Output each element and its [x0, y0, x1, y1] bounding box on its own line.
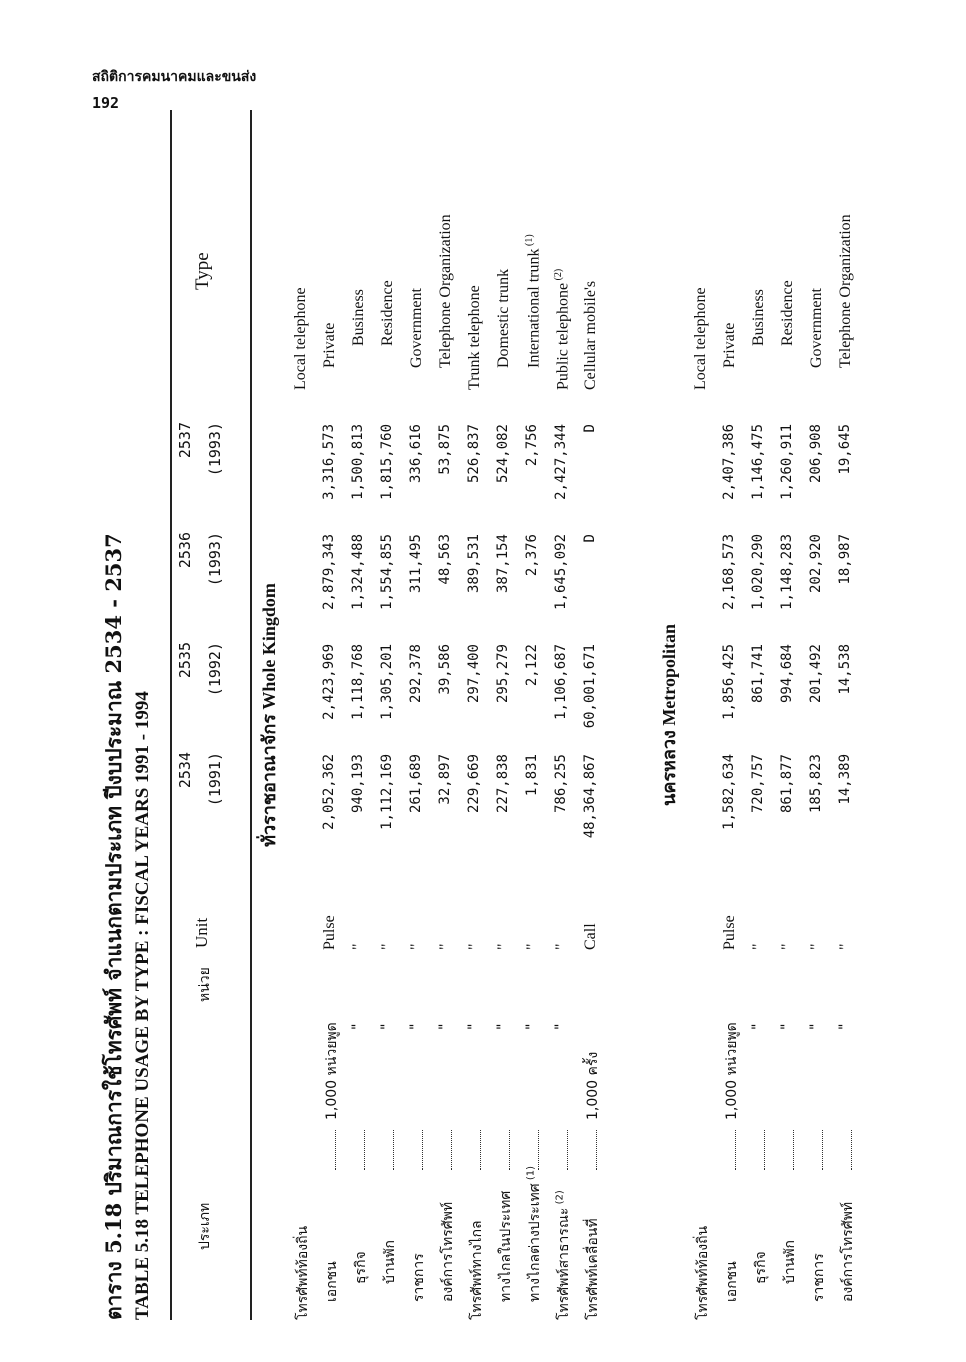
page-number: 192	[92, 94, 120, 112]
row-label-thai: ราชการ	[411, 1253, 427, 1302]
col-header-unit-thai: หน่วย	[197, 967, 213, 1002]
value-cell: 1,112,169	[379, 754, 395, 830]
value-cell: 295,279	[495, 644, 511, 704]
row-label-english: International trunk $^{(1)}$	[524, 234, 543, 368]
value-cell: D	[582, 534, 598, 543]
value-cell: 1,582,634	[721, 754, 737, 830]
value-cell: 201,492	[808, 644, 824, 704]
unit-thai: "	[837, 1023, 853, 1030]
row-label-english: Trunk telephone	[466, 285, 483, 390]
value-cell: 1,645,092	[553, 534, 569, 610]
value-cell: 720,757	[750, 754, 766, 814]
row-label-english: Business	[750, 289, 767, 346]
value-cell: 2,407,386	[721, 424, 737, 500]
leader-dots	[721, 1130, 736, 1170]
unit-thai: "	[553, 1023, 569, 1030]
col-header-1991: (1991)	[206, 752, 224, 807]
unit-thai: "	[524, 1023, 540, 1030]
leader-dots	[408, 1130, 423, 1170]
row-label-english: Telephone Organization	[837, 214, 854, 368]
leader-dots	[582, 1130, 597, 1170]
table-row	[462, 110, 490, 1320]
value-cell: 861,741	[750, 644, 766, 704]
unit-english: Pulse	[321, 915, 338, 950]
unit-thai: "	[808, 1023, 824, 1030]
leader-dots	[808, 1130, 823, 1170]
unit-thai: "	[437, 1023, 453, 1030]
row-label-thai: องค์การโทรศัพท์	[440, 1201, 456, 1302]
row-label-english: Residence	[779, 280, 796, 346]
table-row	[317, 110, 345, 1320]
value-cell: 2,423,969	[321, 644, 337, 720]
leader-dots	[837, 1130, 852, 1170]
value-cell: 1,260,911	[779, 424, 795, 500]
unit-english: "	[553, 943, 570, 950]
row-label-english: Domestic trunk	[495, 268, 512, 368]
leader-dots	[466, 1130, 481, 1170]
value-cell: 32,897	[437, 754, 453, 805]
value-cell: 1,554,855	[379, 534, 395, 610]
row-label-thai: โทรศัพท์ท้องถิ่น	[295, 1225, 311, 1320]
col-header-1992: (1992)	[206, 642, 224, 697]
value-cell: 39,586	[437, 644, 453, 695]
value-cell: 1,324,488	[350, 534, 366, 610]
value-cell: 994,684	[779, 644, 795, 704]
value-cell: 2,052,362	[321, 754, 337, 830]
col-header-2536: 2536	[176, 532, 194, 569]
table-row	[775, 110, 803, 1320]
value-cell: 2,879,343	[321, 534, 337, 610]
table-row	[578, 110, 606, 1320]
row-label-thai: โทรศัพท์สาธารณะ $^{(2)}$	[554, 1190, 572, 1320]
value-cell: 1,148,283	[779, 534, 795, 610]
top-rule	[170, 110, 172, 1320]
value-cell: 18,987	[837, 534, 853, 585]
value-cell: 2,427,344	[553, 424, 569, 500]
row-label-english: Private	[721, 322, 738, 368]
value-cell: 14,538	[837, 644, 853, 695]
row-label-english: Local telephone	[692, 287, 709, 390]
row-label-english: Business	[350, 289, 367, 346]
value-cell: 1,815,760	[379, 424, 395, 500]
footnote-marker: (2)	[553, 268, 564, 283]
table-row	[404, 110, 432, 1320]
row-label-thai: ราชการ	[811, 1253, 827, 1302]
row-label-english: Public telephone $^{(2)}$	[553, 268, 572, 390]
unit-english: "	[779, 943, 796, 950]
unit-english: "	[466, 943, 483, 950]
value-cell: 786,255	[553, 754, 569, 814]
value-cell: 389,531	[466, 534, 482, 594]
leader-dots	[750, 1130, 765, 1170]
value-cell: 2,756	[524, 424, 540, 467]
value-cell: 60,001,671	[582, 644, 598, 729]
value-cell: 524,082	[495, 424, 511, 484]
row-label-english: Private	[321, 322, 338, 368]
unit-thai: 1,000 หน่วยพูด	[724, 1022, 740, 1120]
unit-english: "	[808, 943, 825, 950]
value-cell: 1,146,475	[750, 424, 766, 500]
leader-dots	[350, 1130, 365, 1170]
unit-thai: "	[350, 1023, 366, 1030]
value-cell: 2,122	[524, 644, 540, 687]
footnote-marker: (2)	[554, 1190, 566, 1208]
unit-english: "	[379, 943, 396, 950]
unit-english: "	[750, 943, 767, 950]
value-cell: 2,376	[524, 534, 540, 577]
table-row	[375, 110, 403, 1320]
section-heading: นครหลวง Metropolitan	[659, 624, 679, 806]
value-cell: 14,389	[837, 754, 853, 805]
table-row	[346, 110, 374, 1320]
value-cell: 526,837	[466, 424, 482, 484]
leader-dots	[779, 1130, 794, 1170]
leader-dots	[379, 1130, 394, 1170]
value-cell: 861,877	[779, 754, 795, 814]
row-label-thai: บ้านพัก	[382, 1239, 398, 1284]
unit-english: "	[837, 943, 854, 950]
running-header: สถิติการคมนาคมและขนส่ง	[92, 69, 257, 85]
row-label-thai: เอกชน	[724, 1261, 740, 1302]
leader-dots	[437, 1130, 452, 1170]
unit-english: "	[350, 943, 367, 950]
header-rule	[250, 110, 252, 1320]
unit-english: "	[437, 943, 454, 950]
leader-dots	[553, 1130, 568, 1170]
value-cell: 940,193	[350, 754, 366, 814]
row-label-thai: ธุรกิจ	[353, 1251, 369, 1284]
table-title-english: TABLE 5.18 TELEPHONE USAGE BY TYPE : FISCAL YEARS 1991 - 1994	[132, 691, 153, 1320]
value-cell: 292,378	[408, 644, 424, 704]
row-label-thai: โทรศัพท์เคลื่อนที่	[585, 1218, 601, 1320]
value-cell: 229,669	[466, 754, 482, 814]
unit-english: Pulse	[721, 915, 738, 950]
table-row	[717, 110, 745, 1320]
value-cell: 261,689	[408, 754, 424, 814]
value-cell: 1,500,813	[350, 424, 366, 500]
row-label-thai: บ้านพัก	[782, 1239, 798, 1284]
value-cell: 1,831	[524, 754, 540, 797]
col-header-2537: 2537	[176, 422, 194, 459]
unit-thai: 1,000 ครั้ง	[585, 1051, 601, 1120]
row-label-english: Government	[808, 288, 825, 368]
footnote-marker: (1)	[525, 1166, 537, 1184]
table-row	[288, 110, 316, 1320]
unit-english: "	[408, 943, 425, 950]
row-label-thai: ทางไกลต่างประเทศ $^{(1)}$	[525, 1166, 543, 1302]
value-cell: 48,364,867	[582, 754, 598, 839]
leader-dots	[495, 1130, 510, 1170]
value-cell: 53,875	[437, 424, 453, 475]
unit-thai: "	[495, 1023, 511, 1030]
col-header-type-thai: ประเภท	[197, 1202, 213, 1250]
row-label-english: Residence	[379, 280, 396, 346]
unit-thai: "	[408, 1023, 424, 1030]
table-row	[833, 110, 861, 1320]
value-cell: 1,106,687	[553, 644, 569, 720]
row-label-thai: โทรศัพท์ท้องถิ่น	[695, 1225, 711, 1320]
row-label-english: Local telephone	[292, 287, 309, 390]
value-cell: 185,823	[808, 754, 824, 814]
table-row	[688, 110, 716, 1320]
row-label-thai: โทรศัพท์ทางไกล	[469, 1220, 485, 1320]
value-cell: 206,908	[808, 424, 824, 484]
row-label-english: Telephone Organization	[437, 214, 454, 368]
value-cell: 227,838	[495, 754, 511, 814]
col-header-type-english: Type	[192, 252, 213, 290]
col-header-1993b: (1993)	[206, 422, 224, 477]
value-cell: 311,495	[408, 534, 424, 594]
unit-thai: "	[779, 1023, 795, 1030]
row-label-english: Cellular mobile's	[582, 280, 599, 390]
unit-thai: "	[750, 1023, 766, 1030]
value-cell: 336,616	[408, 424, 424, 484]
value-cell: 387,154	[495, 534, 511, 594]
value-cell: 1,305,201	[379, 644, 395, 720]
section-heading: ทั่วราชอาณาจักร Whole Kingdom	[259, 583, 279, 847]
table-row	[804, 110, 832, 1320]
table-row	[433, 110, 461, 1320]
unit-thai: "	[379, 1023, 395, 1030]
footnote-marker: (1)	[524, 234, 535, 249]
row-label-thai: ทางไกลในประเทศ	[498, 1190, 514, 1302]
col-header-unit-english: Unit	[192, 917, 211, 948]
table-row	[549, 110, 577, 1320]
unit-english: Call	[582, 923, 599, 950]
table-row	[520, 110, 548, 1320]
unit-thai: 1,000 หน่วยพูด	[324, 1022, 340, 1120]
leader-dots	[321, 1130, 336, 1170]
table-row	[491, 110, 519, 1320]
row-label-thai: องค์การโทรศัพท์	[840, 1201, 856, 1302]
row-label-thai: เอกชน	[324, 1261, 340, 1302]
value-cell: 1,856,425	[721, 644, 737, 720]
row-label-thai: ธุรกิจ	[753, 1251, 769, 1284]
rotated-table	[92, 110, 892, 1320]
col-header-2535: 2535	[176, 642, 194, 679]
col-header-2534: 2534	[176, 752, 194, 789]
value-cell: D	[582, 424, 598, 433]
unit-english: "	[524, 943, 541, 950]
row-label-english: Government	[408, 288, 425, 368]
value-cell: 1,020,290	[750, 534, 766, 610]
unit-thai: "	[466, 1023, 482, 1030]
col-header-1993a: (1993)	[206, 532, 224, 587]
value-cell: 2,168,573	[721, 534, 737, 610]
value-cell: 19,645	[837, 424, 853, 475]
value-cell: 1,118,768	[350, 644, 366, 720]
value-cell: 3,316,573	[321, 424, 337, 500]
value-cell: 202,920	[808, 534, 824, 594]
value-cell: 297,400	[466, 644, 482, 704]
table-row	[746, 110, 774, 1320]
unit-english: "	[495, 943, 512, 950]
value-cell: 48,563	[437, 534, 453, 585]
table-title-thai: ตาราง 5.18 ปริมาณการใช้โทรศัพท์ จำแนกตามประเภท ปีงบประมาณ 2534 - 2537	[101, 533, 126, 1320]
leader-dots	[524, 1130, 539, 1170]
